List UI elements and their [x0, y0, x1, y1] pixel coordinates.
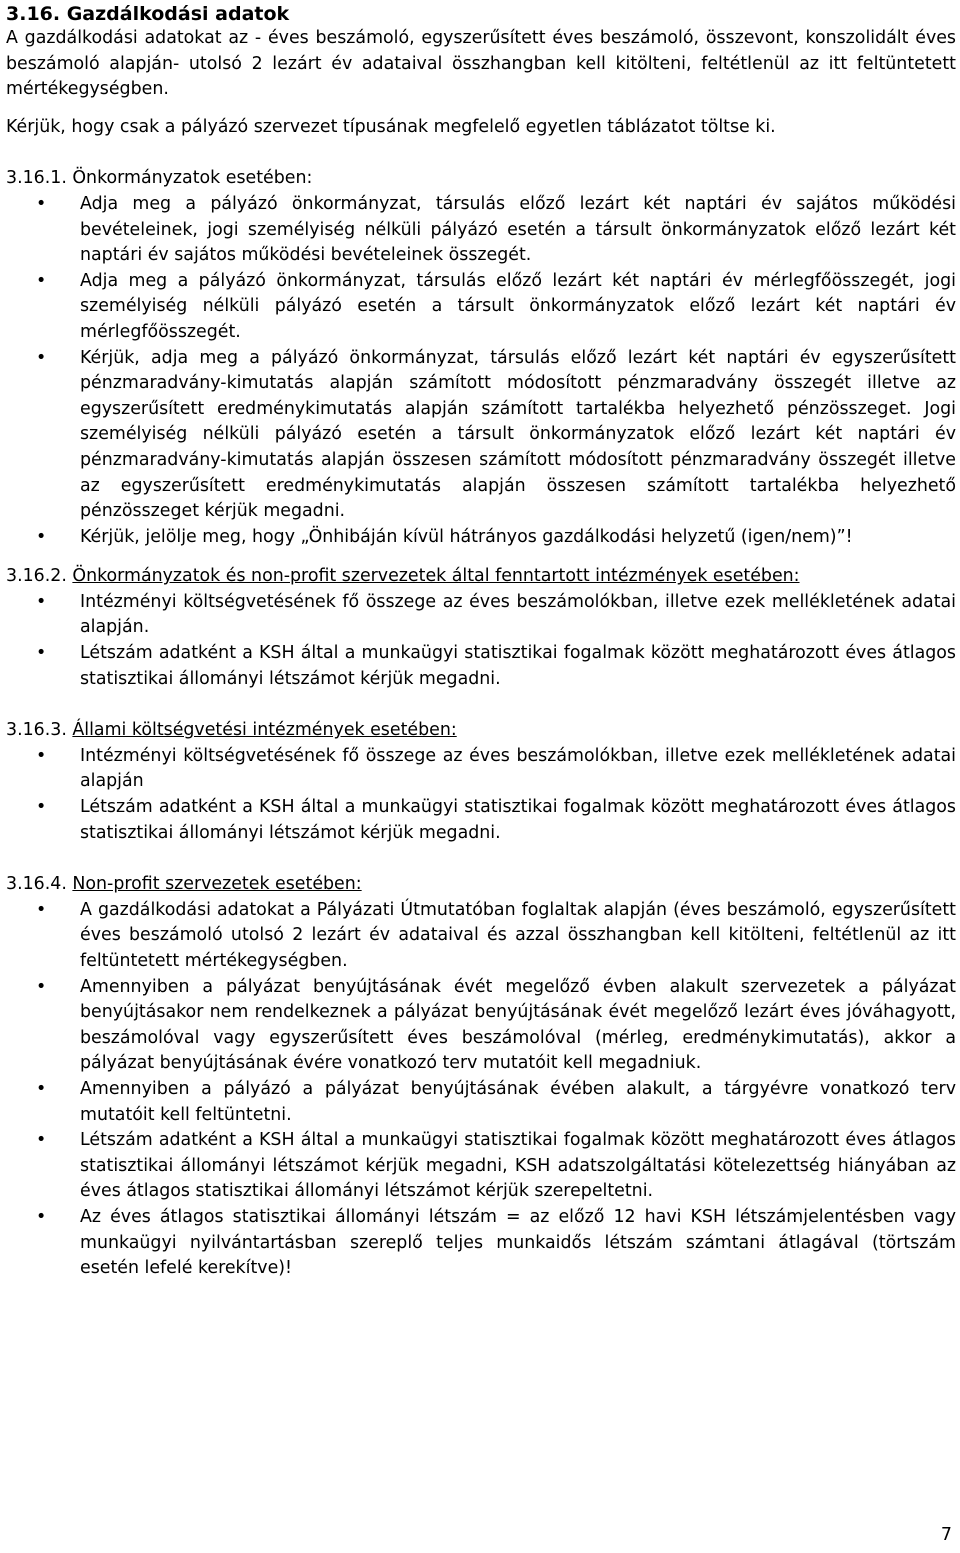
sub4-bullet-list: [6, 898, 956, 1282]
sub1-heading: 3.16.1. Önkormányzatok esetében:: [6, 168, 313, 189]
bullet-marker: •: [36, 347, 47, 368]
bullet-marker: •: [36, 526, 47, 547]
list-item: [6, 525, 956, 551]
list-item: [6, 641, 956, 692]
bullet-marker: •: [36, 797, 47, 818]
document-page: [6, 0, 956, 1282]
bullet-marker: •: [36, 1206, 47, 1227]
sub3-title: Állami költségvetési intézmények esetében:: [72, 720, 457, 741]
list-item: [6, 744, 956, 795]
sub2-heading: [6, 564, 956, 590]
bullet-marker: •: [36, 899, 47, 920]
bullet-marker: •: [36, 1130, 47, 1151]
sub3-bullet-list: [6, 744, 956, 846]
list-item-text: A gazdálkodási adatokat a Pályázati Útmutatóban foglaltak alapján (éves beszámoló, egyszerűsített éves beszámoló utolsó 2 lezárt év adataival és azzal összhangban kell kitölteni, feltétlenül az itt feltüntetett mértékegységben.: [80, 899, 956, 971]
list-item: [6, 795, 956, 846]
bullet-marker: •: [36, 976, 47, 997]
section-title: 3.16. Gazdálkodási adatok: [6, 3, 290, 25]
bullet-marker: •: [36, 1078, 47, 1099]
list-item-text: Az éves átlagos statisztikai állományi létszám = az előző 12 havi KSH létszámjelentésben vagy munkaügyi nyilvántartásban szereplő teljes munkaidős létszám számtani átlagával (törtszám esetén lefelé kerekítve)!: [80, 1206, 956, 1279]
page-number: 7: [940, 1525, 952, 1546]
list-item-text: Amennyiben a pályázó a pályázat benyújtásának évében alakult, a tárgyévre vonatkozó terv mutatóit kell feltüntetni.: [80, 1078, 956, 1125]
list-item: [6, 975, 956, 1077]
bullet-marker: •: [36, 591, 47, 612]
bullet-marker: •: [36, 270, 47, 291]
list-item: [6, 192, 956, 269]
sub2-number: 3.16.2.: [6, 566, 67, 587]
list-item-text: Intézményi költségvetésének fő összege az éves beszámolókban, illetve ezek mellékletének adatai alapján.: [80, 591, 956, 638]
bullet-marker: •: [36, 193, 47, 214]
list-item-text: Kérjük, adja meg a pályázó önkormányzat, társulás előző lezárt két naptári év egyszerűsített pénzmaradvány-kimutatás alapján számított módosított pénzmaradvány összegét illetve az egyszerűsített eredménykimutatás alapján számított tartalékba helyezhető pénzösszeget. Jogi személyiség nélküli pályázó esetén a társult önkormányzatok előző lezárt két naptári év pénzmaradvány-kimutatás alapján összesen számított módosított pénzmaradvány összegét illetve az egyszerűsített eredménykimutatás alapján összesen számított tartalékba helyezhető pénzösszeget kérjük megadni.: [80, 347, 956, 522]
sub1-bullet-list: [6, 192, 956, 550]
sub2-bullet-list: [6, 590, 956, 692]
bullet-marker: •: [36, 643, 47, 664]
sub2-title: Önkormányzatok és non-profit szervezetek által fenntartott intézmények esetében:: [72, 566, 800, 587]
sub3-number: 3.16.3.: [6, 720, 67, 741]
list-item-text: Létszám adatként a KSH által a munkaügyi statisztikai fogalmak között meghatározott éves átlagos statisztikai állományi létszámot kérjük megadni, KSH adatszolgáltatási kötelezettség hiányában az éves átlagos statisztikai állományi létszámot kérjük szerepeltetni.: [80, 1130, 956, 1202]
list-item-text: Létszám adatként a KSH által a munkaügyi statisztikai fogalmak között meghatározott éves átlagos statisztikai állományi létszámot kérjük megadni.: [80, 797, 956, 843]
sub4-heading: [6, 872, 956, 898]
list-item: [6, 346, 956, 525]
list-item-text: Adja meg a pályázó önkormányzat, társulás előző lezárt két naptári év sajátos működési bevételeinek, jogi személyiség nélküli pályázó esetén a társult önkormányzatok előző lezárt két naptári év sajátos működési bevételeinek összegét.: [80, 193, 956, 266]
sub4-number: 3.16.4.: [6, 874, 67, 895]
list-item: [6, 898, 956, 975]
list-item: [6, 1077, 956, 1128]
list-item-text: Amennyiben a pályázat benyújtásának évét megelőző évben alakult szervezetek a pályázat benyújtásakor nem rendelkeznek a pályázat benyújtásának évét megelőző lezárt éves jóváhagyott, beszámolóval vagy egyszerűsített éves beszámolóval (mérleg, eredménykimutatás), akkor a pályázat benyújtásának évére vonatkozó terv mutatóit kell megadniuk.: [80, 976, 956, 1074]
list-item: [6, 269, 956, 346]
list-item: [6, 590, 956, 641]
section-note: Kérjük, hogy csak a pályázó szervezet típusának megfelelő egyetlen táblázatot töltse ki.: [6, 116, 776, 137]
bullet-marker: •: [36, 745, 47, 766]
sub4-title: Non-profit szervezetek esetében:: [72, 874, 362, 895]
list-item-text: Létszám adatként a KSH által a munkaügyi statisztikai fogalmak között meghatározott éves átlagos statisztikai állományi létszámot kérjük megadni.: [80, 643, 956, 689]
list-item-text: Intézményi költségvetésének fő összege az éves beszámolókban, illetve ezek mellékletének adatai alapján: [80, 745, 956, 792]
list-item: [6, 1128, 956, 1205]
list-item: [6, 1205, 956, 1282]
list-item-text: Kérjük, jelölje meg, hogy „Önhibáján kívül hátrányos gazdálkodási helyzetű (igen/nem)”!: [80, 526, 853, 547]
section-intro: A gazdálkodási adatokat az - éves beszámoló, egyszerűsített éves beszámoló, összevont, konszolidált éves beszámoló alapján- utolsó 2 lezárt év adataival összhangban kell kitölteni, feltétlenül az itt feltüntetett mértékegységben.: [6, 28, 956, 100]
sub3-heading: [6, 718, 956, 744]
list-item-text: Adja meg a pályázó önkormányzat, társulás előző lezárt két naptári év mérlegfőösszegét, jogi személyiség nélküli pályázó esetén a társult önkormányzatok előző lezárt két naptári év mérlegfőösszegét.: [80, 270, 956, 342]
